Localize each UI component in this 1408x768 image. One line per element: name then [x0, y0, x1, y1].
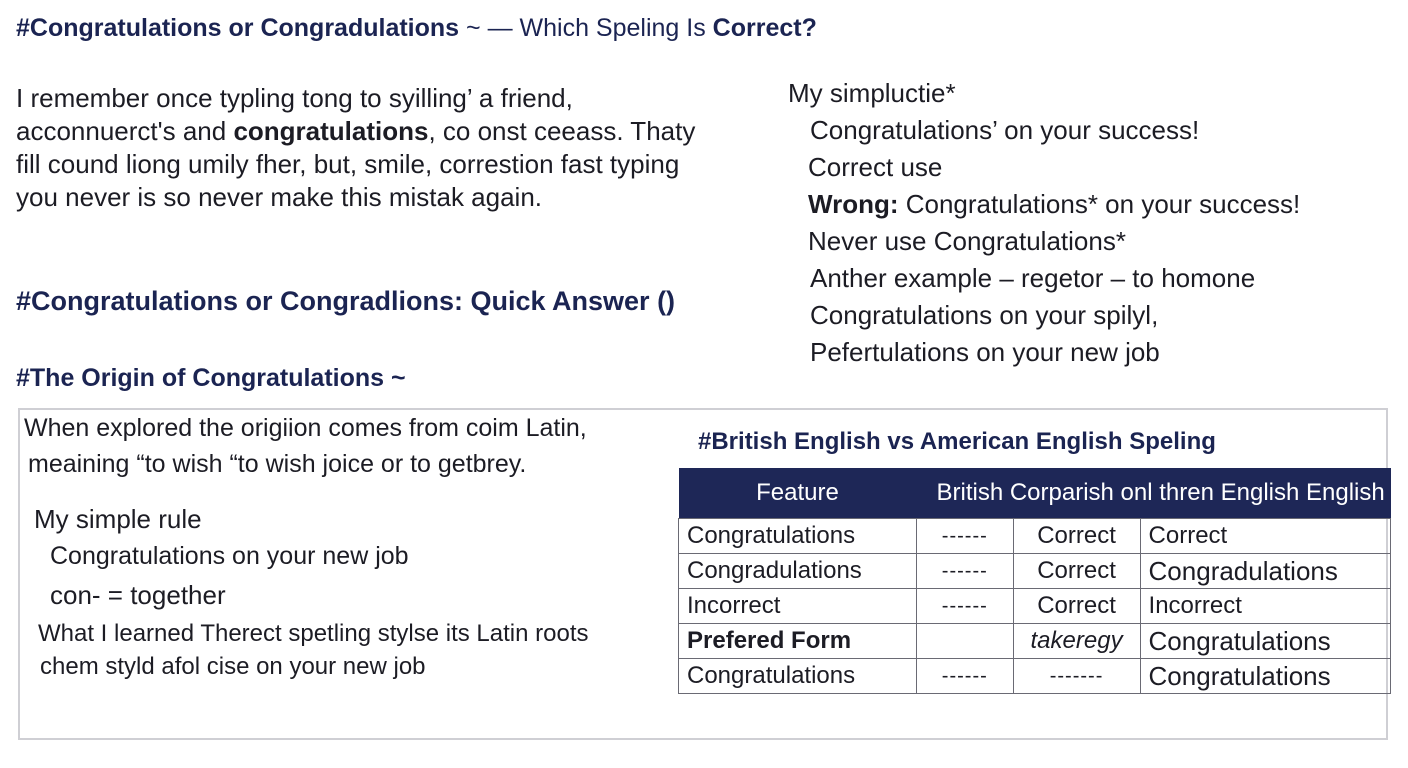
table-cell: Congradulations: [1140, 554, 1391, 589]
table-cell: -------: [1013, 659, 1140, 694]
table-cell: Congratulations: [1140, 659, 1391, 694]
example-item-text: on your new job: [968, 337, 1160, 367]
example-item: [808, 189, 1300, 220]
table-header-cell: British Corparish onl thren English English: [917, 468, 1391, 519]
table-cell: takeregy: [1013, 624, 1140, 659]
intro-line: I remember once typling tong to syilling’ a friend,: [16, 83, 573, 113]
example-item-text: on your spilyl,: [992, 300, 1159, 330]
learned-line: chem styld afol cise on your new job: [40, 653, 426, 680]
table-header-row: [679, 468, 1391, 519]
table-header-cell: Feature: [679, 468, 917, 519]
table-row: [679, 589, 1391, 624]
table-row: [679, 659, 1391, 694]
table-cell: Prefered Form: [679, 624, 917, 659]
example-item: [810, 337, 1160, 368]
origin-heading: #The Origin of Congratulations ~: [16, 364, 406, 392]
comparison-table-heading: #British English vs American English Speling: [698, 428, 1216, 455]
quick-answer-heading: #Congratulations or Congradlions: Quick Answer (): [16, 286, 676, 316]
table-cell: Incorrect: [1140, 589, 1391, 624]
example-item: [810, 263, 1255, 294]
table-cell: Congratulations: [1140, 624, 1391, 659]
table-cell: ------: [917, 589, 1014, 624]
comparison-table: [678, 468, 1391, 694]
table-cell: Congratulations: [679, 519, 917, 554]
table-cell: Correct: [1013, 554, 1140, 589]
table-cell: Correct: [1013, 589, 1140, 624]
intro-bold-word: congratulations: [233, 116, 429, 146]
example-item: [810, 300, 1158, 331]
rule-heading: My simple rule: [34, 504, 202, 534]
title-end: Correct?: [712, 14, 817, 42]
intro-line: you never is so never make this mistak again.: [16, 182, 543, 212]
example-item-text: Congratulations* on your success!: [898, 189, 1301, 219]
intro-line: fill cound liong umily fher, but, smile, correstion fast typing: [16, 149, 680, 179]
rule-item: Congratulations on your new job: [50, 542, 409, 570]
table-cell: ------: [917, 659, 1014, 694]
table-cell: Congratulations: [679, 659, 917, 694]
table-cell: [917, 624, 1014, 659]
example-item-label: Congratulations: [810, 300, 993, 330]
example-item-label: Wrong:: [808, 189, 899, 219]
example-item-label: Anther example: [810, 263, 993, 293]
example-item-label: Pefertulations: [810, 337, 969, 367]
example-item: Correct use: [808, 152, 943, 182]
example-item: Never use Congratulations*: [808, 226, 1126, 256]
origin-line: When explored the origiion comes from coim Latin,: [24, 414, 587, 442]
table-cell: Incorrect: [679, 589, 917, 624]
table-cell: Correct: [1140, 519, 1391, 554]
origin-line: meaining “to wish “to wish joice or to getbrey.: [28, 450, 527, 478]
table-row: [679, 624, 1391, 659]
intro-text: acconnuerct's and: [16, 116, 234, 146]
title-main: #Congratulations or Congradulations: [16, 14, 460, 42]
rule-item: con- = together: [50, 580, 226, 610]
intro-line: [16, 115, 756, 148]
example-item-text: – regetor – to homone: [992, 263, 1256, 293]
table-cell: ------: [917, 554, 1014, 589]
table-cell: Correct: [1013, 519, 1140, 554]
table-row: [679, 554, 1391, 589]
intro-paragraph: [16, 82, 756, 214]
intro-text: , co onst ceeass. Thaty: [428, 116, 696, 146]
learned-line: What I learned Therect spetling stylse its Latin roots: [38, 620, 589, 647]
example-item: Congratulations’ on your success!: [810, 115, 1200, 145]
table-cell: ------: [917, 519, 1014, 554]
table-cell: Congradulations: [679, 554, 917, 589]
page-title: [16, 14, 817, 43]
example-list-heading: My simpluctie*: [788, 78, 956, 108]
title-mid: ~ — Which Speling Is: [459, 14, 713, 42]
table-row: [679, 519, 1391, 554]
